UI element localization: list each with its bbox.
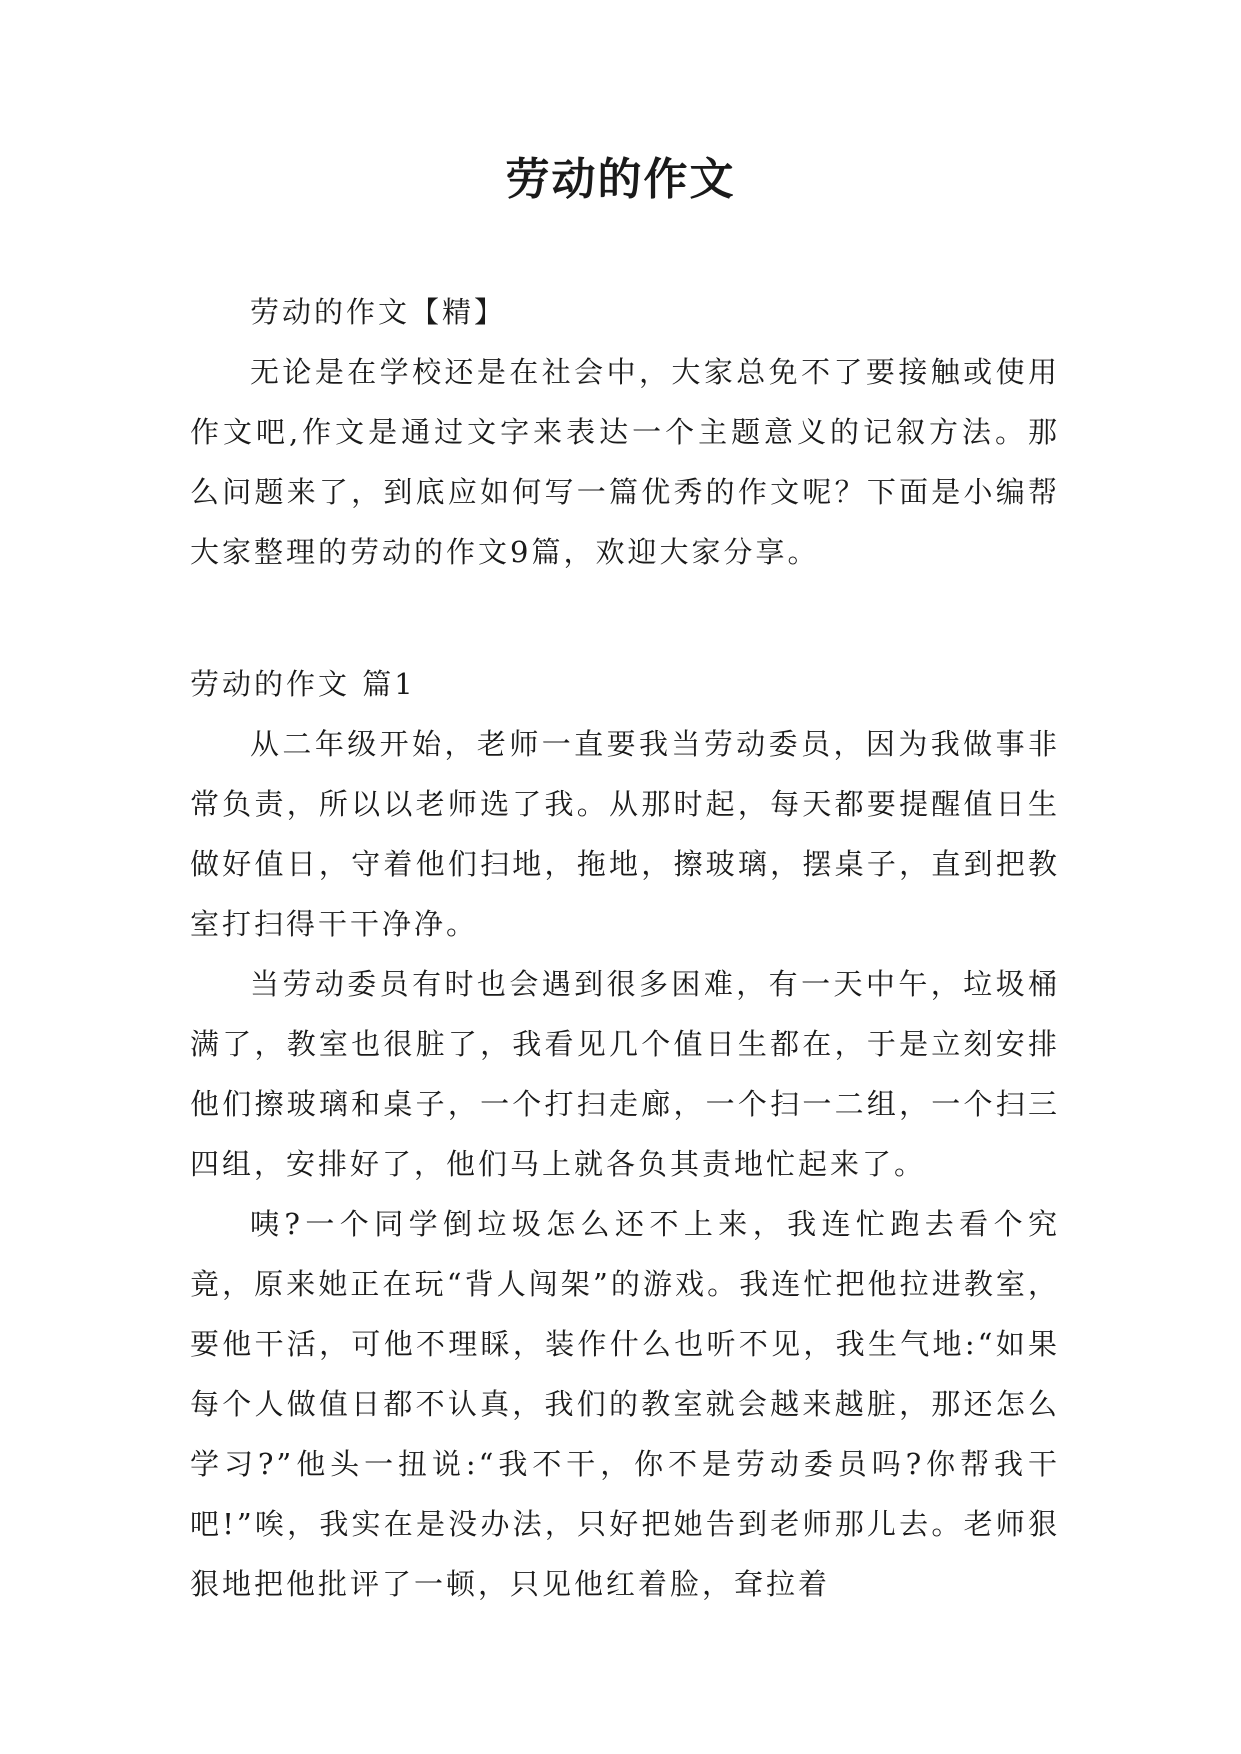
intro-paragraph: 无论是在学校还是在社会中，大家总免不了要接触或使用作文吧,作文是通过文字来表达一个主题意义的记叙方法。那么问题来了，到底应如何写一篇优秀的作文呢？下面是小编帮大家整理的劳动的作文9篇，欢迎大家分享。 bbox=[190, 355, 1060, 569]
section-spacer bbox=[190, 582, 1060, 654]
body-paragraph-2: 当劳动委员有时也会遇到很多困难，有一天中午，垃圾桶满了，教室也很脏了，我看见几个值日生都在，于是立刻安排他们擦玻璃和桌子，一个打扫走廊，一个扫一二组，一个扫三四组，安排好了，他们马上就各负其责地忙起来了。 bbox=[190, 967, 1060, 1181]
document-body bbox=[190, 282, 1060, 1614]
body-paragraph-1: 从二年级开始，老师一直要我当劳动委员，因为我做事非常负责，所以以老师选了我。从那时起，每天都要提醒值日生做好值日，守着他们扫地，拖地，擦玻璃，摆桌子，直到把教室打扫得干干净净。 bbox=[190, 727, 1060, 941]
document-title: 劳动的作文 bbox=[505, 154, 736, 205]
intro-heading: 劳动的作文【精】 bbox=[250, 295, 507, 329]
section-heading: 劳动的作文 篇1 bbox=[190, 667, 416, 701]
body-paragraph-3: 咦?一个同学倒垃圾怎么还不上来，我连忙跑去看个究竟，原来她正在玩“背人闯架”的游戏。我连忙把他拉进教室，要他干活，可他不理睬，装作什么也听不见，我生气地:“如果每个人做值日都不认真，我们的教室就会越来越脏，那还怎么学习?”他头一扭说:“我不干，你不是劳动委员吗?你帮我干吧!”唉，我实在是没办法，只好把她告到老师那儿去。老师狠狠地把他批评了一顿，只见他红着脸，耷拉着 bbox=[190, 1207, 1060, 1601]
